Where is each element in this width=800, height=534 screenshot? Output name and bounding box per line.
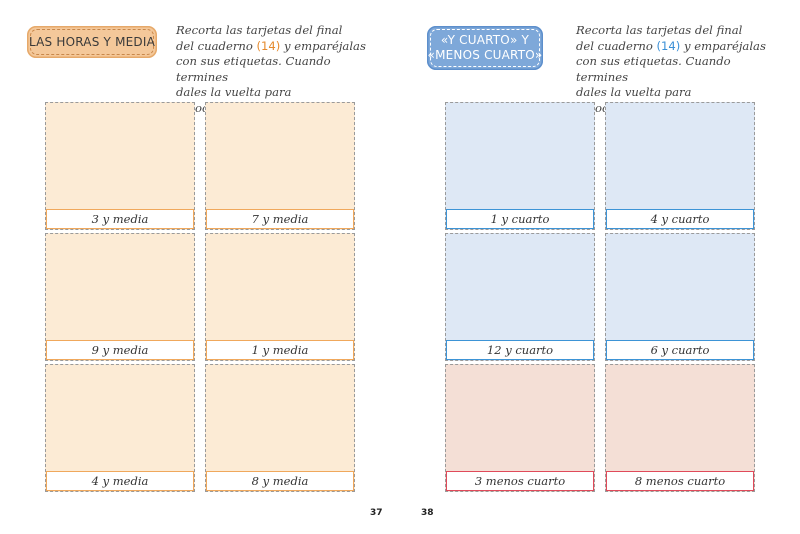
card-label: 9 y media [46,340,194,360]
card-label: 7 y media [206,209,354,229]
card-slot[interactable] [205,364,355,492]
card-label: 6 y cuarto [606,340,754,360]
card-slot[interactable] [445,364,595,492]
instruction-line: con sus etiquetas. Cuando termines [576,54,731,84]
card-label: 4 y media [46,471,194,491]
card-label: 3 menos cuarto [446,471,594,491]
card-label: 3 y media [46,209,194,229]
section-badge-quarters [427,26,543,70]
page-number: 38 [421,508,434,518]
card-label: 1 y cuarto [446,209,594,229]
instruction-line: Recorta las tarjetas del final [176,23,343,37]
page-number: 37 [370,508,383,518]
instruction-line: con sus etiquetas. Cuando termines [176,54,331,84]
badge-label: LAS HORAS Y MEDIA [28,34,156,49]
card-slot[interactable] [445,233,595,361]
instruction-line: dales la vuelta para [576,85,692,99]
card-slot[interactable] [205,102,355,230]
instruction-line: Recorta las tarjetas del final [576,23,743,37]
instruction-line: del cuaderno (14) y emparéjalas [576,38,766,53]
card-label: 1 y media [206,340,354,360]
right-page [400,0,800,534]
instruction-line: dales la vuelta para [176,85,292,99]
card-label: 4 y cuarto [606,209,754,229]
badge-label: «Y CUARTO» Y «MENOS CUARTO» [427,33,543,62]
card-slot[interactable] [45,364,195,492]
card-label: 8 menos cuarto [606,471,754,491]
instruction-line: del cuaderno (14) y emparéjalas [176,38,366,53]
card-slot[interactable] [45,233,195,361]
card-slot[interactable] [605,102,755,230]
booklet-page-ref: (14) [256,38,281,53]
card-slot[interactable] [45,102,195,230]
card-slot[interactable] [445,102,595,230]
booklet-page-ref: (14) [656,38,681,53]
card-slot[interactable] [605,364,755,492]
card-label: 8 y media [206,471,354,491]
card-slot[interactable] [205,233,355,361]
card-slot[interactable] [605,233,755,361]
section-badge-half-hours [27,26,157,58]
card-label: 12 y cuarto [446,340,594,360]
